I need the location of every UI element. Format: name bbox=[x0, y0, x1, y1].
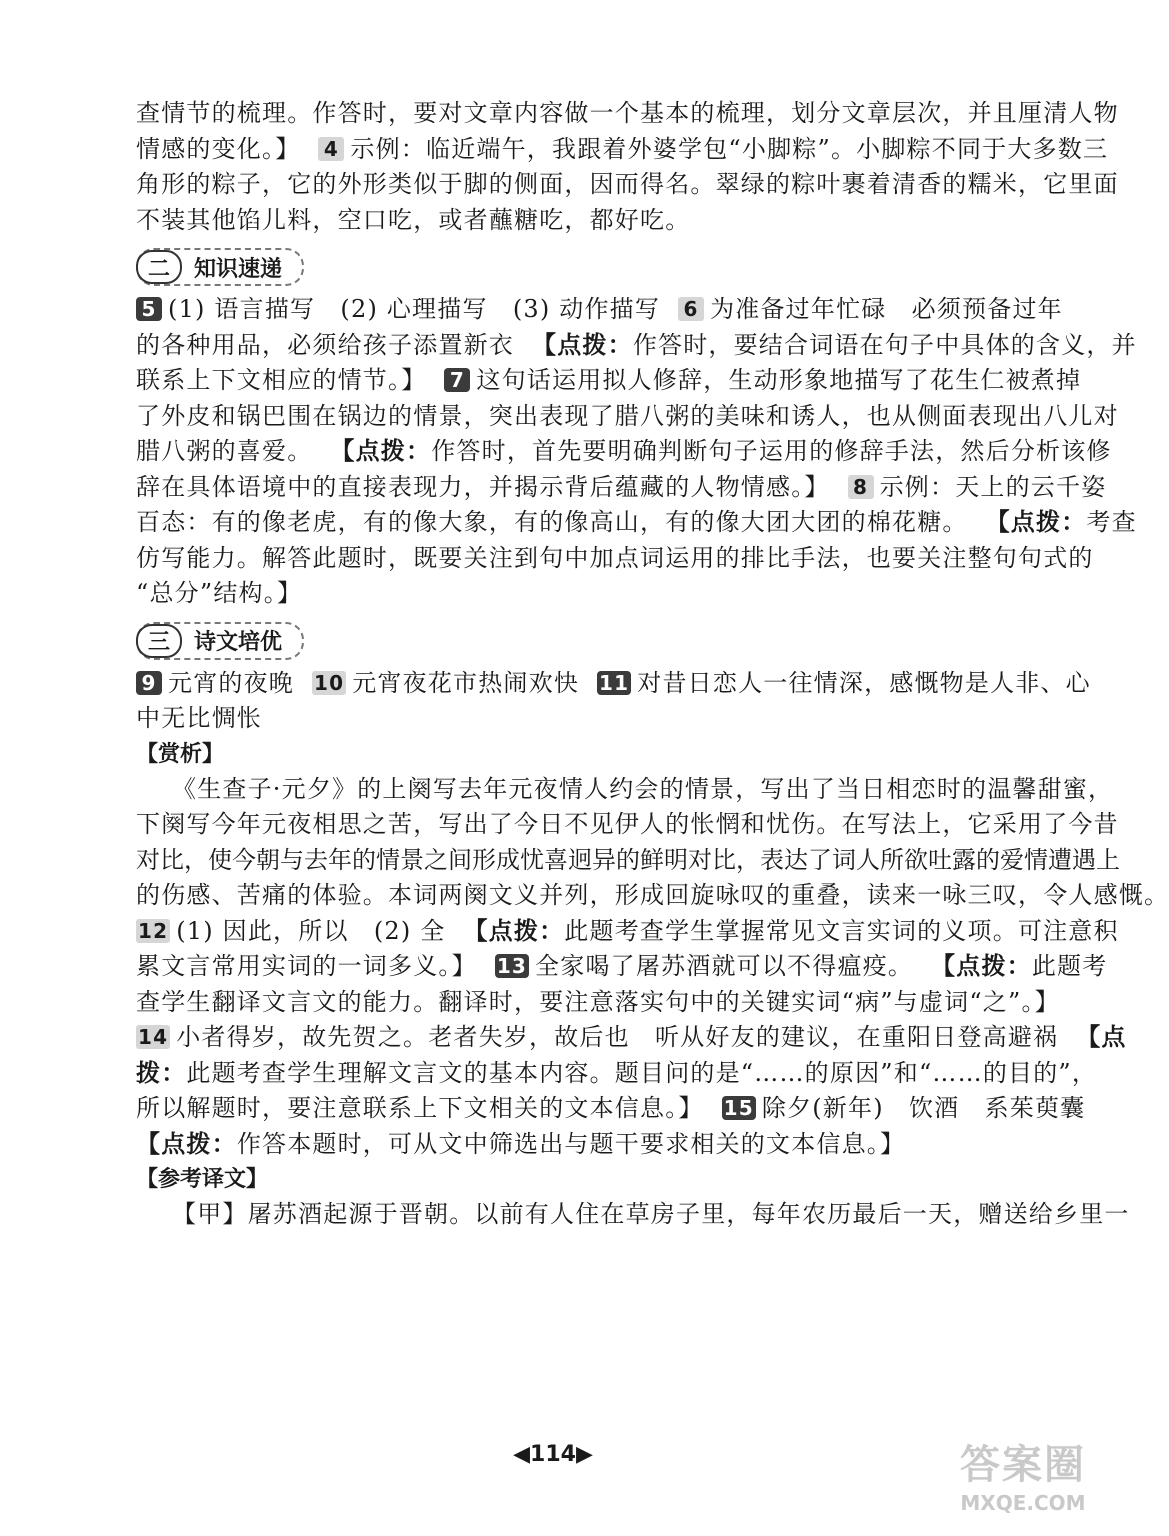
page-number-right-arrow-icon: ▶ bbox=[575, 1442, 593, 1467]
text-line bbox=[136, 1020, 1127, 1056]
section-header-2 bbox=[136, 248, 304, 286]
question-number-7: 7 bbox=[444, 368, 470, 392]
text-line bbox=[136, 470, 1107, 506]
text-span: 情感的变化。】 bbox=[136, 134, 301, 163]
tip-label: 【点拨： bbox=[136, 1129, 237, 1158]
text-line bbox=[136, 292, 1063, 328]
tip-label: 【点拨： bbox=[463, 916, 565, 945]
tip-label: 【点拨： bbox=[931, 952, 1032, 980]
answer-13: 全家喝了屠苏酒就可以不得瘟疫。 bbox=[535, 952, 914, 980]
tip-label: 【点拨： bbox=[330, 437, 432, 465]
question-number-10: 10 bbox=[314, 670, 345, 695]
tip-text-cont: 累文言常用实词的一词多义。】 bbox=[136, 952, 477, 980]
text-line: 角形的粽子，它的外形类似于脚的侧面，因而得名。翠绿的粽叶裹着清香的糯米，它里面 bbox=[136, 170, 1119, 198]
watermark-cn: 答案圈 bbox=[960, 1442, 1086, 1488]
page-number bbox=[0, 1442, 1106, 1467]
answer-6: 为准备过年忙碌 必须预备过年 bbox=[710, 295, 1063, 323]
question-number-9: 9 bbox=[136, 671, 162, 695]
text-line bbox=[136, 328, 1137, 364]
text-line bbox=[136, 434, 1112, 470]
tip-text: 此题考查学生理解文言文的基本内容。题目问的是“……的原因”和“……的目的”， bbox=[186, 1058, 1098, 1087]
text-line: 了外皮和锅巴围在锅边的情景，突出表现了腊八粥的美味和诱人，也从侧面表现出八儿对 bbox=[136, 401, 1119, 430]
question-number-11: 11 bbox=[599, 670, 630, 695]
tip-text: 此题考查学生掌握常见文言实词的义项。可注意积 bbox=[564, 916, 1119, 945]
answer-12: (1) 因此，所以 (2) 全 bbox=[176, 916, 446, 945]
text-line: 的伤感、苦痛的体验。本词两阕文义并列，形成回旋咏叹的重叠，读来一咏三叹，令人感慨。 bbox=[136, 881, 1169, 909]
answer-14: 小者得岁，故先贺之。老者失岁，故后也 听从好友的建议，在重阳日登高避祸 bbox=[176, 1023, 1059, 1051]
text-line: 《生查子·元夕》的上阕写去年元夜情人约会的情景，写出了当日相恋时的温馨甜蜜， bbox=[172, 774, 1114, 803]
answer-4: 示例：临近端午，我跟着外婆学包“小脚粽”。小脚粽不同于大多数三 bbox=[350, 134, 1109, 163]
text-line bbox=[136, 505, 1137, 541]
text-line bbox=[136, 949, 1108, 985]
text-line bbox=[136, 914, 1119, 950]
text-line: 查情节的梳理。作答时，要对文章内容做一个基本的梳理，划分文章层次，并且厘清人物 bbox=[136, 99, 1119, 127]
text-line: 不装其他馅儿料，空口吃，或者蘸糖吃，都好吃。 bbox=[136, 205, 691, 234]
tip-text: 作答时，要结合词语在句子中具体的含义，并 bbox=[632, 330, 1137, 359]
watermark-logo bbox=[948, 1440, 1098, 1530]
text-line: 对比，使今朝与去年的情景之间形成忧喜迥异的鲜明对比，表达了词人所欲吐露的爱情遭遇上 bbox=[136, 845, 1120, 874]
tip-text: 作答时，首先要明确判断句子运用的修辞手法，然后分析该修 bbox=[431, 437, 1112, 465]
section-title: 诗文培优 bbox=[194, 630, 283, 655]
question-number-14: 14 bbox=[138, 1025, 169, 1049]
tip-text: 考查 bbox=[1086, 508, 1137, 536]
answer-11: 对昔日恋人一往情深，感慨物是人非、心 bbox=[637, 668, 1091, 697]
question-number-4: 4 bbox=[318, 137, 344, 161]
question-number-6: 6 bbox=[678, 297, 704, 321]
text-line: “总分”结构。】 bbox=[136, 579, 303, 607]
text-line bbox=[136, 363, 1082, 399]
tip-label: 【点拨： bbox=[985, 508, 1087, 536]
translation-heading: 【参考译文】 bbox=[136, 1167, 269, 1192]
tip-text-cont: 所以解题时，要注意联系上下文相关的文本信息。】 bbox=[136, 1094, 704, 1122]
page-number-value: 114 bbox=[530, 1442, 576, 1467]
answer-8-cont: 百态：有的像老虎，有的像大象，有的像高山，有的像大团大团的棉花糖。 bbox=[136, 508, 968, 536]
question-number-8: 8 bbox=[848, 475, 874, 499]
text-line: 仿写能力。解答此题时，既要关注到句中加点词运用的排比手法，也要关注整句句式的 bbox=[136, 543, 1094, 572]
question-number-15: 15 bbox=[723, 1096, 754, 1120]
tip-text: 作答本题时，可从文中筛选出与题干要求相关的文本信息。】 bbox=[236, 1129, 906, 1158]
answer-9: 元宵的夜晚 bbox=[168, 668, 294, 697]
section-header-3 bbox=[136, 622, 304, 660]
question-number-5: 5 bbox=[136, 297, 162, 321]
tip-text-cont: 辞在具体语境中的直接表现力，并揭示背后蕴藏的人物情感。】 bbox=[136, 472, 830, 501]
text-line: 【甲】屠苏酒起源于晋朝。以前有人住在草房子里，每年农历最后一天，赠送给乡里一 bbox=[172, 1200, 1130, 1228]
text-line: 查学生翻译文言文的能力。翻译时，要注意落实句中的关键实词“病”与虚词“之”。】 bbox=[136, 987, 1060, 1016]
text-line bbox=[136, 1091, 1086, 1127]
text-line bbox=[136, 132, 1109, 168]
answer-15: 除夕(新年) 饮酒 系茱萸囊 bbox=[761, 1094, 1086, 1122]
page-body bbox=[136, 96, 1169, 1233]
text-line: 中无比惆怅 bbox=[136, 704, 262, 732]
tip-label: 【点 bbox=[1076, 1023, 1127, 1051]
text-line bbox=[136, 1127, 1016, 1163]
tip-text-cont: 联系上下文相应的情节。】 bbox=[136, 366, 427, 394]
watermark-url: MXQE.COM bbox=[960, 1491, 1086, 1515]
answer-7-cont: 腊八粥的喜爱。 bbox=[136, 437, 313, 465]
text-line: 下阕写今年元夜相思之苦，写出了今日不见伊人的怅惘和忧伤。在写法上，它采用了今昔 bbox=[136, 810, 1119, 838]
appreciation-heading: 【赏析】 bbox=[136, 741, 225, 767]
tip-label-cont: 拨： bbox=[136, 1058, 187, 1087]
answer-7: 这句话运用拟人修辞，生动形象地描写了花生仁被煮掉 bbox=[476, 366, 1082, 394]
section-title: 知识速递 bbox=[194, 256, 283, 282]
answer-6-cont: 的各种用品，必须给孩子添置新衣 bbox=[136, 330, 514, 359]
answer-10: 元宵夜花市热闹欢快 bbox=[352, 668, 580, 697]
text-line bbox=[136, 1056, 1098, 1092]
tip-label: 【点拨： bbox=[532, 330, 633, 359]
tip-text: 此题考 bbox=[1031, 952, 1108, 980]
question-number-12: 12 bbox=[138, 918, 169, 943]
answer-5: (1) 语言描写 (2) 心理描写 (3) 动作描写 bbox=[168, 295, 661, 323]
section-number: 三 bbox=[136, 624, 182, 658]
text-line bbox=[136, 666, 1091, 702]
section-number: 二 bbox=[136, 250, 182, 284]
question-number-13: 13 bbox=[496, 954, 528, 978]
answer-8: 示例：天上的云千姿 bbox=[879, 472, 1107, 501]
page-number-left-arrow-icon: ◀ bbox=[513, 1442, 531, 1467]
